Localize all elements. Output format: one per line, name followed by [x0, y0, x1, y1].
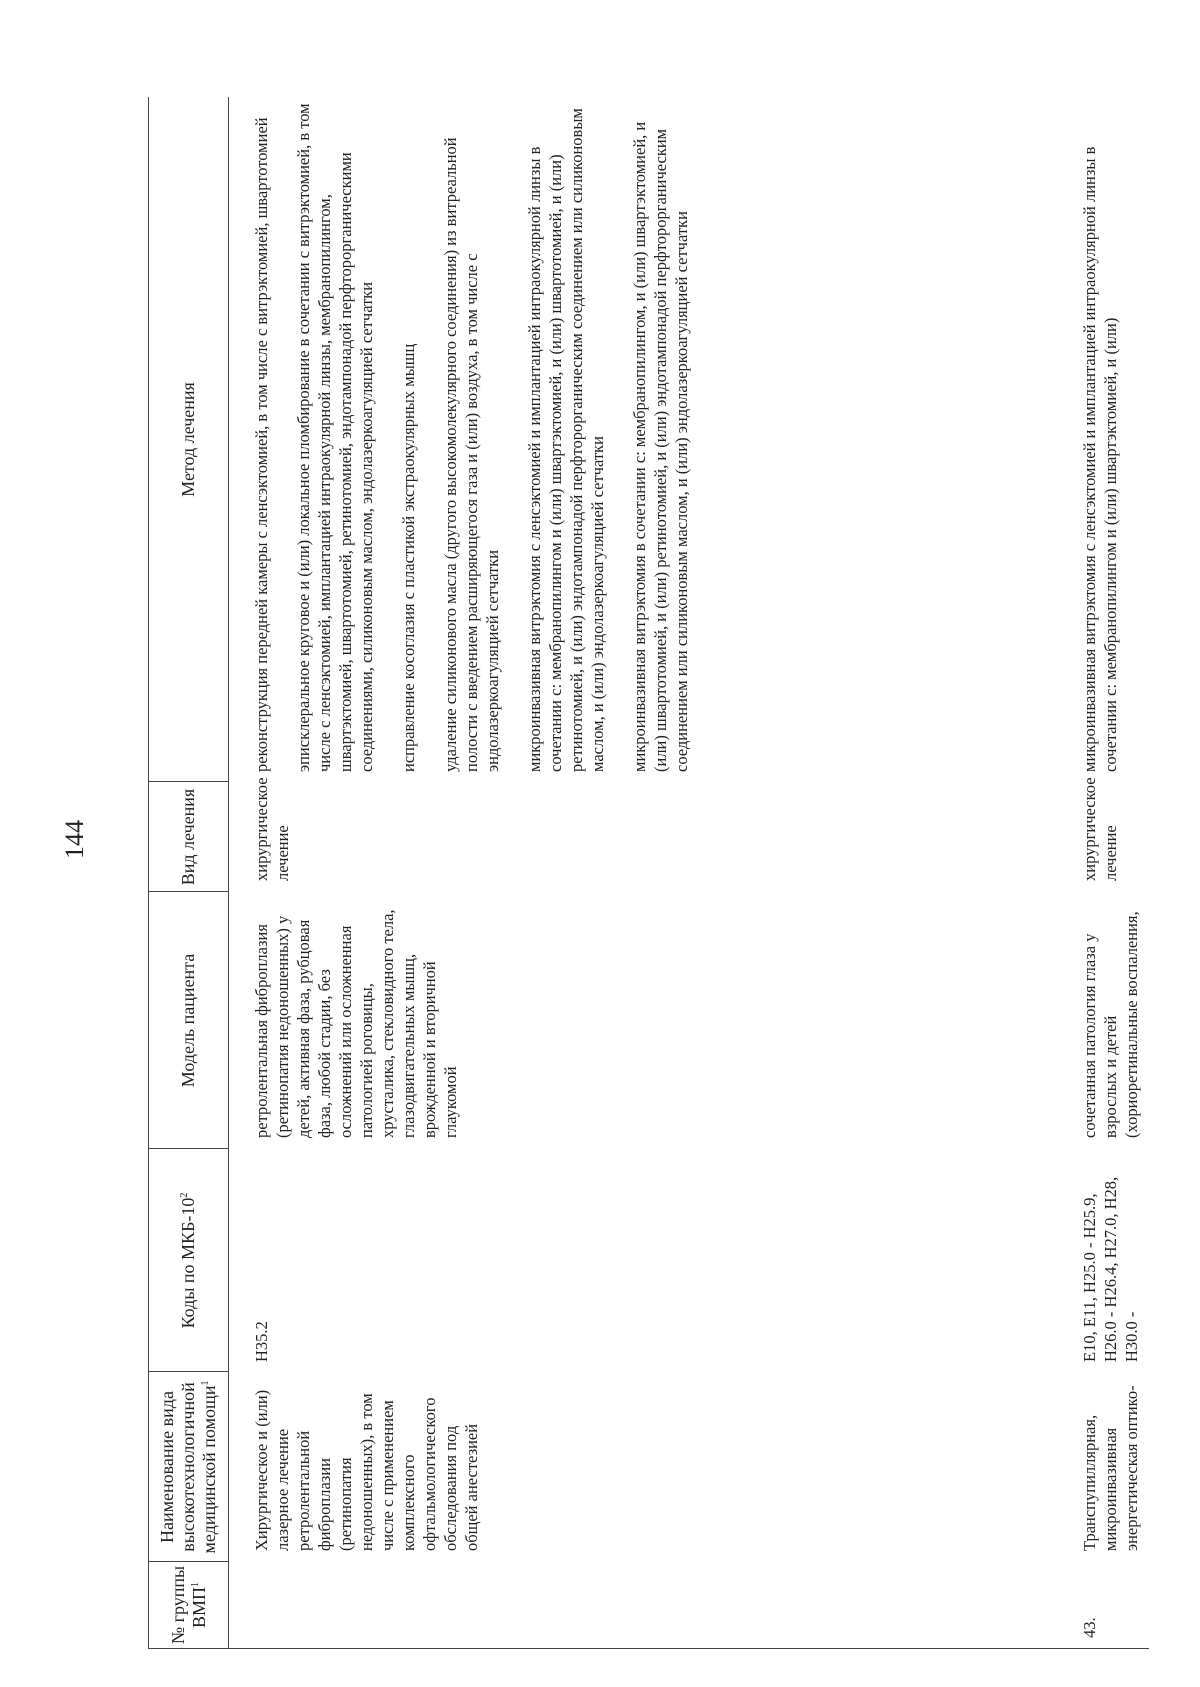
method-item: удаление силиконового масла (другого высокомолекулярного соединения) из витреальной полости с введением расширяющегося газа и (или) воздуха, в том числе с эндолазеркоагуляцией сетчатки [441, 137, 502, 772]
row1-patient-model: ретролентальная фиброплазия (ретинопатия недоношенных) у детей, активная фаза, рубцовая фаза, любой стадии, без осложнений или осложненная патологией роговицы, хрусталика, стекловидного тела, глазодвигательных мышц, врожденной и вторичной глаукомой [252, 909, 460, 1138]
row1-treatment-type: хирургическое лечение [252, 777, 292, 881]
header-treatment-method: Метод лечения [178, 382, 198, 497]
method-item: исправление косоглазия с пластикой экстраокулярных мышц [399, 343, 418, 772]
row2-group-number: 43. [1080, 1617, 1099, 1638]
header-divider [149, 1371, 228, 1372]
row2-care-type-name: Транспупиллярная, микроинвазивная энергетическая оптико- [1080, 1385, 1141, 1551]
header-divider [149, 1561, 228, 1562]
header-treatment-type: Вид лечения [178, 788, 198, 886]
header-patient-model: Модель пациента [178, 953, 198, 1088]
header-care-type-name: Наименование вида высокотехнологичной медицинской помощи$^1$ [157, 1380, 219, 1554]
header-icd-codes: Коды по МКБ-$10^2$ [178, 1192, 198, 1329]
header-divider [149, 891, 228, 892]
row1-treatment-methods [251, 100, 713, 772]
row2-patient-model: сочетанная патология глаза у взрослых и детей (хориоретинальные воспаления, [1080, 911, 1141, 1138]
row2-icd-codes: E10, E11, H25.0 - H25.9, H26.0 - H26.4, H27.0, H28, H30.0 - [1080, 1176, 1141, 1362]
method-item: микроинвазивная витрэктомия с ленсэктомией и имплантацией интраокулярной линзы в сочетании с: мембранопилингом и (или) швартэктомией, и (или) [1080, 146, 1120, 772]
header-divider [149, 1148, 228, 1149]
row2-treatment-methods [1079, 100, 1142, 772]
row2-treatment-type: хирургическое лечение [1080, 777, 1120, 881]
method-item: реконструкция передней камеры с ленсэктомией, в том числе с витрэктомией, швартотомией [252, 117, 271, 772]
row1-icd-codes: H35.2 [252, 1321, 271, 1362]
row1-care-type-name: Хирургическое и (или) лазерное лечение ретролентальной фиброплазии (ретинопатия недоношенных), в том числе с применением комплексного офтальмологического обследования под общей анестезией [252, 1389, 481, 1551]
header-divider [149, 781, 228, 782]
page-number: 144 [60, 820, 89, 859]
method-item: микроинвазивная витрэктомия с ленсэктомией и имплантацией интраокулярной линзы в сочетании с: мембранопилингом и (или) швартэктомией, и (или) швартотомией, и (или) ретинотомией, и (или) эндотампонадой перфторорганическим соединением или силиконовым маслом, и (или) эндолазеркоагуляцией сетчатки [525, 108, 607, 772]
header-group-number: № группы ВМП$^1$ [167, 1565, 209, 1645]
method-item: микроинвазивная витрэктомия в сочетании с: мембранопилингом, и (или) швартэктомией, и (или) швартотомией, и (или) ретинотомией, и (или) эндотампонадой перфторорганическим соединением или силиконовым маслом, и (или) эндолазеркоагуляцией сетчатки [630, 121, 691, 772]
table [148, 97, 1149, 1649]
header-bottom-border [228, 97, 229, 1648]
method-item: эписклеральное круговое и (или) локальное пломбирование в сочетании с витрэктомией, в том числе с ленсэктомией, имплантацией интраокулярной линзы, мембранопилингом, швартэктомией, швартотомией, ретинотомией, эндотампонадой перфторорганическими соединениями, силиконовым маслом, эндолазеркоагуляцией сетчатки [294, 103, 376, 772]
